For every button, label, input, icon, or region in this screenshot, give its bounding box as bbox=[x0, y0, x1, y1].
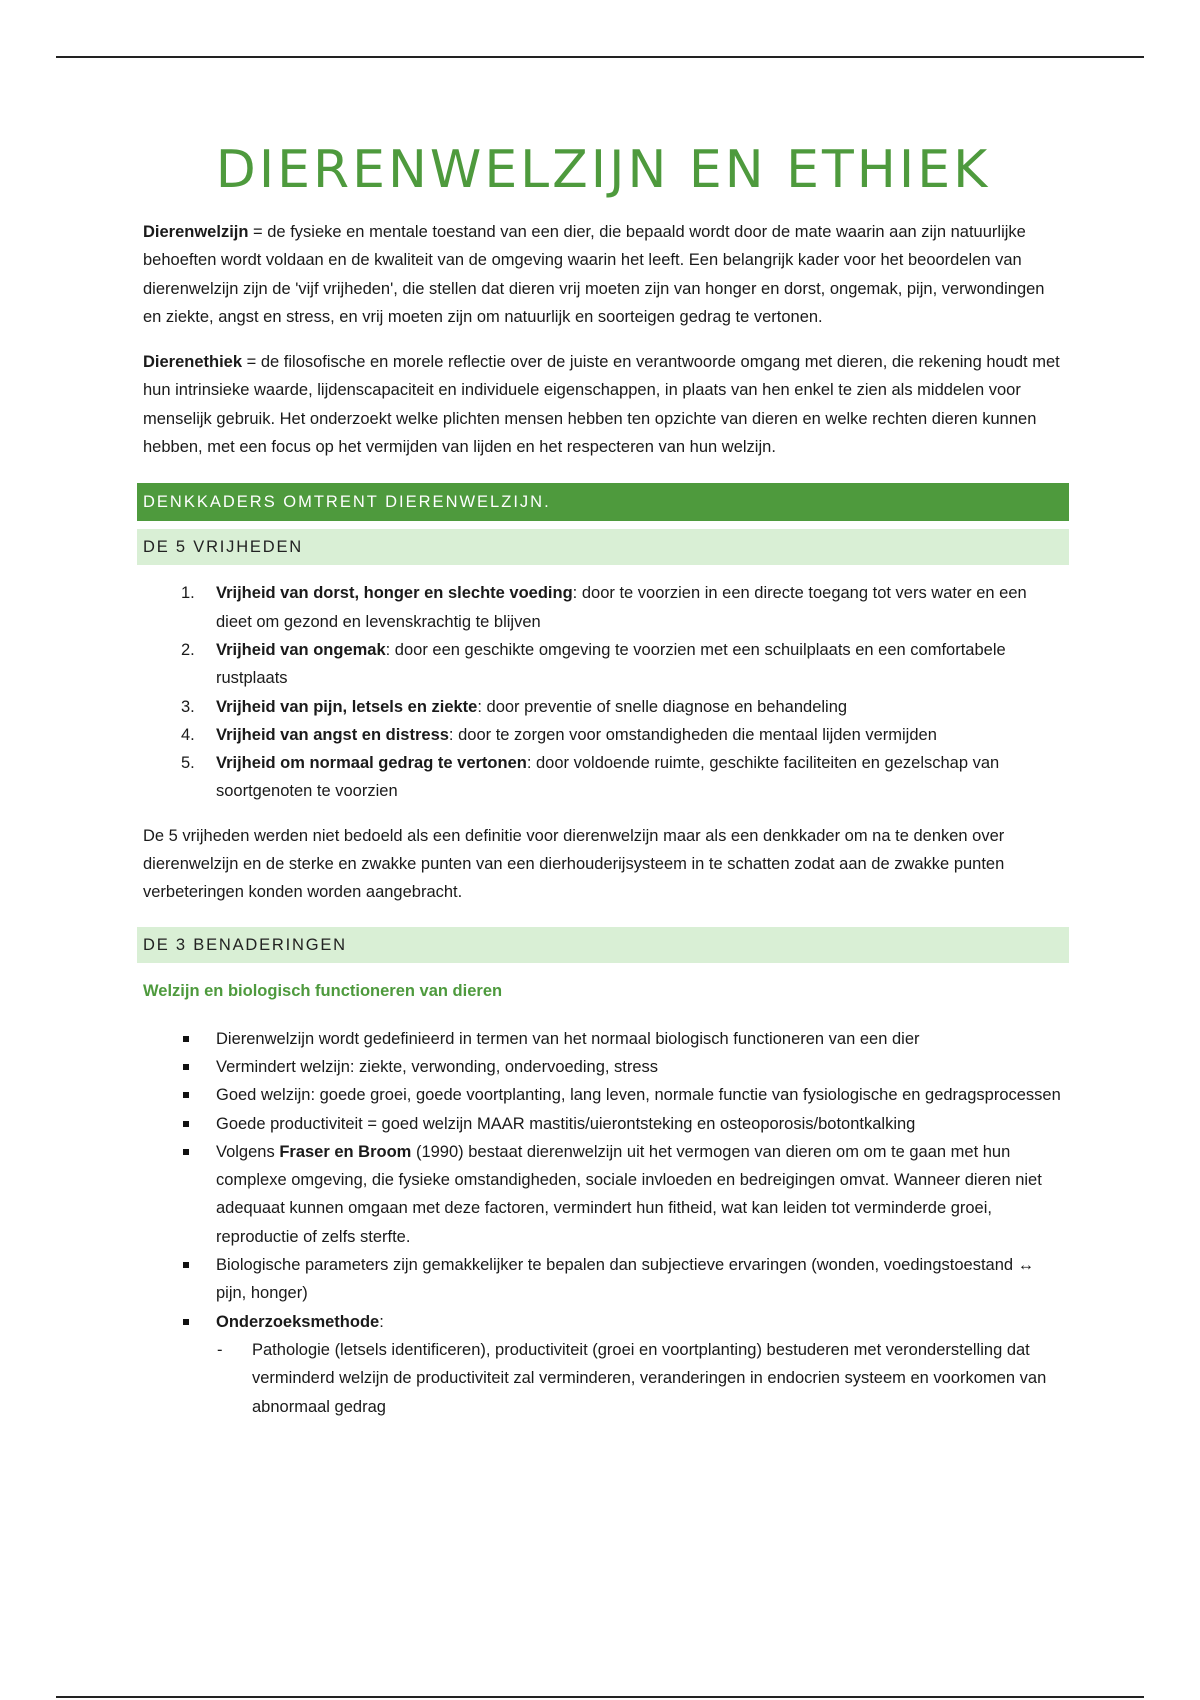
list-number: 2. bbox=[181, 640, 195, 659]
item-text: : door te zorgen voor omstandigheden die mentaal lijden vermijden bbox=[448, 725, 937, 744]
bullet-square bbox=[183, 1036, 189, 1042]
sub-list-item bbox=[216, 1336, 1063, 1421]
section-heading-denkkaders: DENKKADERS OMTRENT DIERENWELZIJN. bbox=[137, 483, 1069, 521]
list-item bbox=[143, 749, 1063, 806]
top-rule bbox=[56, 56, 1144, 58]
item-text: Pathologie (letsels identificeren), productiviteit (groei en voortplanting) bestuderen met veronderstelling dat verminderd welzijn de productiviteit zal verminderen, veranderingen in endocrien systeem en voorkomen van abnormaal gedrag bbox=[252, 1340, 1047, 1416]
list-item bbox=[143, 1025, 1063, 1053]
definition-text: = de fysieke en mentale toestand van een dier, die bepaald wordt door de mate waarin aan zijn natuurlijke behoeften wordt voldaan en de kwaliteit van de omgeving waarin het leeft. Een belangrijk kader voor het beoordelen van dierenwelzijn zijn de 'vijf vrijheden', die stellen dat dieren vrij moeten zijn van honger en dorst, ongemak, pijn, verwondingen en ziekte, angst en stress, en vrij moeten zijn om natuurlijk en soorteigen gedrag te vertonen. bbox=[143, 223, 1045, 326]
list-item bbox=[143, 1053, 1063, 1081]
list-number: 3. bbox=[181, 697, 195, 716]
bottom-rule bbox=[56, 1696, 1144, 1698]
vrijheden-note: De 5 vrijheden werden niet bedoeld als een definitie voor dierenwelzijn maar als een denkkader om na te denken over dierenwelzijn en de sterke en zwakke punten van een dierhouderijsysteem in te schatten zodat aan de zwakke punten verbeteringen konden worden aangebracht. bbox=[143, 826, 1005, 902]
vrijheden-list bbox=[143, 579, 1063, 805]
list-item bbox=[143, 1081, 1063, 1109]
item-term: Vrijheid van angst en distress bbox=[216, 725, 449, 744]
item-text: : bbox=[379, 1312, 384, 1331]
list-number: 1. bbox=[181, 584, 195, 603]
item-text: Goed welzijn: goede groei, goede voortplanting, lang leven, normale functie van fysiologische en gedragsprocessen bbox=[216, 1086, 1061, 1105]
dash-marker: - bbox=[217, 1340, 223, 1359]
bullet-square bbox=[183, 1149, 189, 1155]
item-text: (1990) bestaat dierenwelzijn uit het vermogen van dieren om om te gaan met hun complexe omgeving, die fysieke omstandigheden, sociale invloeden en bedreigingen omvat. Wanneer dieren niet adequaat kunnen omgaan met deze factoren, vermindert hun fitheid, wat kan leiden tot verminderde groei, reproductie of zelfs sterfte. bbox=[216, 1142, 1042, 1246]
item-term: Fraser en Broom bbox=[279, 1142, 412, 1161]
document-body bbox=[143, 138, 1063, 1421]
item-text: : door een geschikte omgeving te voorzien met een schuilplaats en een comfortabele rustplaats bbox=[216, 640, 1006, 688]
item-text: : door te voorzien in een directe toegang tot vers water en een dieet om gezond en levenskrachtig te blijven bbox=[216, 584, 1027, 631]
list-item bbox=[143, 1138, 1063, 1251]
definition-dierenwelzijn bbox=[143, 218, 1063, 331]
subsection-heading-5-vrijheden: DE 5 VRIJHEDEN bbox=[137, 529, 1069, 565]
item-text: : door voldoende ruimte, geschikte faciliteiten en gezelschap van soortgenoten te voorzien bbox=[216, 754, 1000, 801]
item-term: Vrijheid van dorst, honger en slechte voeding bbox=[216, 584, 573, 603]
bullet-square bbox=[183, 1092, 189, 1098]
item-term: Vrijheid om normaal gedrag te vertonen bbox=[216, 754, 527, 773]
list-item bbox=[143, 721, 1063, 749]
definition-text: = de filosofische en morele reflectie over de juiste en verantwoorde omgang met dieren, die rekening houdt met hun intrinsieke waarde, lijdenscapaciteit en individuele eigenschappen, in plaats van hen enkel te zien als middelen voor menselijk gebruik. Het onderzoekt welke plichten mensen hebben ten opzichte van dieren en welke rechten dieren kunnen hebben, met een focus op het vermijden van lijden en het respecteren van hun welzijn. bbox=[143, 353, 1060, 457]
bullet-square bbox=[183, 1121, 189, 1127]
subsection-heading-3-benaderingen: DE 3 BENADERINGEN bbox=[137, 927, 1069, 963]
page-title: DIERENWELZIJN EN ETHIEK bbox=[215, 140, 991, 200]
list-item bbox=[143, 1308, 1063, 1421]
item-text: Goede productiviteit = goed welzijn MAAR mastitis/uierontsteking en osteoporosis/botontkalking bbox=[216, 1114, 916, 1133]
definition-term: Dierenethiek bbox=[143, 353, 243, 372]
list-item bbox=[143, 693, 1063, 721]
list-number: 4. bbox=[181, 725, 195, 744]
bullet-square bbox=[183, 1319, 189, 1325]
item-term: Vrijheid van ongemak bbox=[216, 640, 386, 659]
item-term: Onderzoeksmethode bbox=[216, 1312, 380, 1331]
item-text: Vermindert welzijn: ziekte, verwonding, ondervoeding, stress bbox=[216, 1057, 659, 1076]
item-text: Dierenwelzijn wordt gedefinieerd in termen van het normaal biologisch functioneren van een dier bbox=[216, 1029, 920, 1048]
subsubsection-heading: Welzijn en biologisch functioneren van dieren bbox=[143, 981, 503, 1000]
item-text: : door preventie of snelle diagnose en behandeling bbox=[477, 697, 848, 716]
list-item bbox=[143, 579, 1063, 636]
list-item bbox=[143, 636, 1063, 693]
list-item bbox=[143, 1251, 1063, 1308]
benaderingen-list bbox=[143, 1025, 1063, 1421]
item-term: Vrijheid van pijn, letsels en ziekte bbox=[216, 697, 478, 716]
list-item bbox=[143, 1110, 1063, 1138]
bullet-square bbox=[183, 1262, 189, 1268]
list-number: 5. bbox=[181, 754, 195, 773]
bullet-square bbox=[183, 1064, 189, 1070]
sub-list bbox=[216, 1336, 1063, 1421]
item-text: Biologische parameters zijn gemakkelijker te bepalen dan subjectieve ervaringen (wonden, voedingstoestand ↔ pijn, honger) bbox=[216, 1256, 1035, 1303]
definition-dierenethiek bbox=[143, 348, 1063, 461]
definition-term: Dierenwelzijn bbox=[143, 223, 249, 241]
item-text: Volgens bbox=[216, 1142, 280, 1161]
